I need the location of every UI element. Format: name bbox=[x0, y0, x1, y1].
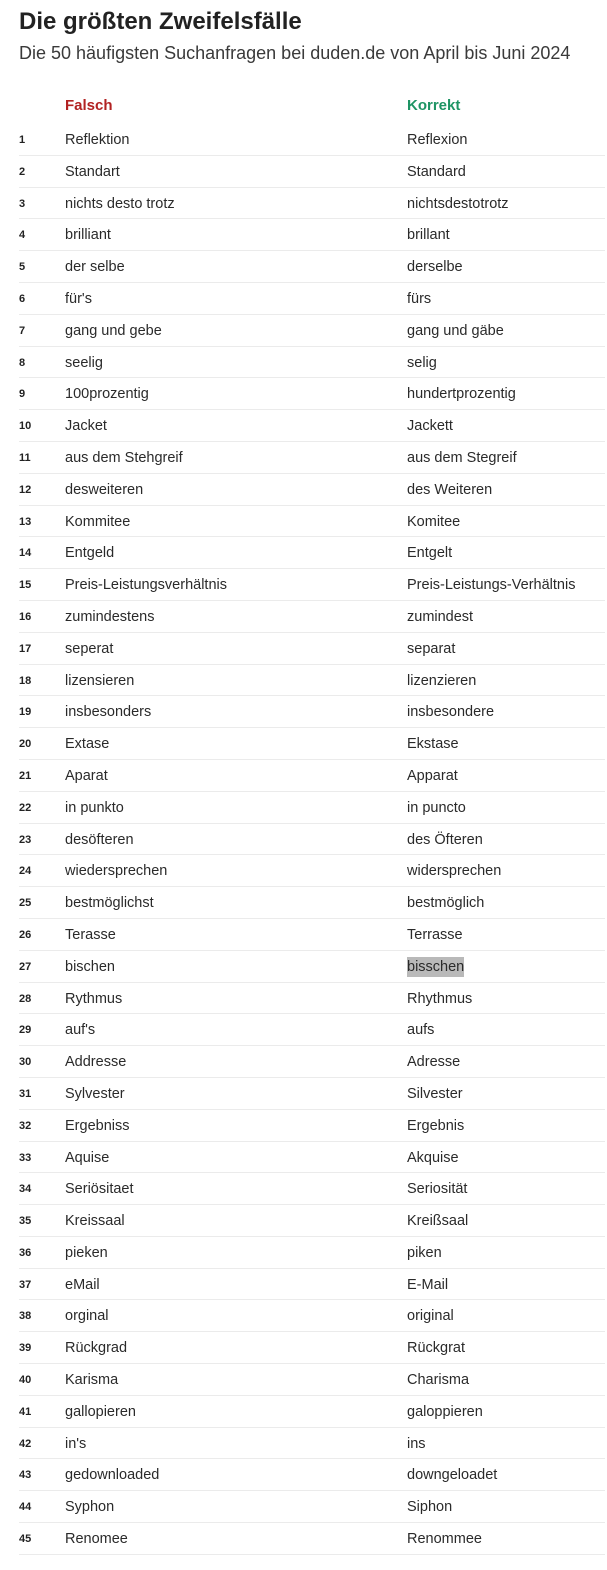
row-rank: 10 bbox=[19, 420, 32, 433]
table-row bbox=[19, 1110, 605, 1142]
correct-spelling: E-Mail bbox=[407, 1276, 449, 1293]
table-row bbox=[19, 983, 605, 1015]
table-row bbox=[19, 1237, 605, 1269]
correct-spelling: Entgelt bbox=[407, 545, 453, 562]
wrong-spelling: für's bbox=[65, 290, 92, 307]
row-rank: 43 bbox=[19, 1469, 32, 1482]
row-rank: 3 bbox=[19, 197, 26, 210]
correct-spelling: bestmöglich bbox=[407, 895, 485, 912]
row-rank: 11 bbox=[19, 451, 31, 464]
wrong-spelling: eMail bbox=[65, 1276, 100, 1293]
table-row bbox=[19, 855, 605, 887]
page-subtitle: Die 50 häufigsten Suchanfragen bei duden.de von April bis Juni 2024 bbox=[19, 43, 571, 63]
table-row bbox=[19, 124, 605, 156]
table-row bbox=[19, 1300, 605, 1332]
wrong-spelling: Kommitee bbox=[65, 513, 131, 530]
table-row bbox=[19, 1396, 605, 1428]
row-rank: 18 bbox=[19, 674, 32, 687]
correct-spelling: Rückgrat bbox=[407, 1340, 466, 1357]
correct-spelling: aus dem Stegreif bbox=[407, 449, 517, 466]
correct-spelling: gang und gäbe bbox=[407, 322, 504, 339]
row-rank: 20 bbox=[19, 738, 32, 751]
table-row bbox=[19, 665, 605, 697]
correct-spelling: downgeloadet bbox=[407, 1467, 498, 1484]
wrong-spelling: zumindestens bbox=[65, 608, 155, 625]
correct-spelling: Kreißsaal bbox=[407, 1213, 469, 1230]
table-row bbox=[19, 824, 605, 856]
correct-spelling: Komitee bbox=[407, 513, 461, 530]
table-row bbox=[19, 1205, 605, 1237]
table-row bbox=[19, 919, 605, 951]
table-row bbox=[19, 347, 605, 379]
wrong-spelling: der selbe bbox=[65, 259, 125, 276]
table-row bbox=[19, 315, 605, 347]
correct-spelling: original bbox=[407, 1308, 454, 1325]
table-row bbox=[19, 1078, 605, 1110]
correct-spelling: Apparat bbox=[407, 767, 458, 784]
correct-spelling: widersprechen bbox=[407, 863, 502, 880]
table-row bbox=[19, 696, 605, 728]
wrong-spelling: Rythmus bbox=[65, 990, 123, 1007]
row-rank: 37 bbox=[19, 1278, 32, 1291]
row-rank: 21 bbox=[19, 769, 32, 782]
row-rank: 32 bbox=[19, 1119, 32, 1132]
row-rank: 6 bbox=[19, 292, 26, 305]
table-row bbox=[19, 1046, 605, 1078]
wrong-spelling: Ergebniss bbox=[65, 1117, 130, 1134]
correct-spelling: Adresse bbox=[407, 1054, 461, 1071]
correct-spelling: Akquise bbox=[407, 1149, 459, 1166]
row-rank: 34 bbox=[19, 1183, 32, 1196]
row-rank: 42 bbox=[19, 1437, 32, 1450]
correct-spelling: brillant bbox=[407, 227, 450, 244]
wrong-spelling: Karisma bbox=[65, 1372, 119, 1389]
correct-spelling: Rhythmus bbox=[407, 990, 473, 1007]
wrong-spelling: wiedersprechen bbox=[65, 863, 168, 880]
wrong-spelling: Jacket bbox=[65, 418, 107, 435]
table-row bbox=[19, 410, 605, 442]
table-row bbox=[19, 887, 605, 919]
correct-spelling: piken bbox=[407, 1244, 442, 1261]
wrong-spelling: bestmöglichst bbox=[65, 895, 154, 912]
wrong-spelling: lizensieren bbox=[65, 672, 135, 689]
row-rank: 39 bbox=[19, 1342, 32, 1355]
table-row bbox=[19, 1364, 605, 1396]
wrong-spelling: in's bbox=[65, 1435, 87, 1452]
table-row bbox=[19, 760, 605, 792]
table-row bbox=[19, 633, 605, 665]
correct-spelling: fürs bbox=[407, 290, 432, 307]
table-row bbox=[19, 156, 605, 188]
row-rank: 23 bbox=[19, 833, 32, 846]
table-row bbox=[19, 728, 605, 760]
row-rank: 28 bbox=[19, 992, 32, 1005]
row-rank: 30 bbox=[19, 1056, 32, 1069]
correct-spelling: Ergebnis bbox=[407, 1117, 465, 1134]
row-rank: 14 bbox=[19, 547, 32, 560]
row-rank: 40 bbox=[19, 1374, 32, 1387]
row-rank: 1 bbox=[19, 134, 26, 146]
correct-spelling: des Öfteren bbox=[407, 831, 483, 848]
row-rank: 24 bbox=[19, 865, 32, 878]
wrong-spelling: Renomee bbox=[65, 1531, 128, 1548]
row-rank: 22 bbox=[19, 801, 32, 814]
correct-spelling: Preis-Leistungs-Verhältnis bbox=[407, 577, 576, 594]
wrong-spelling: gang und gebe bbox=[65, 322, 162, 339]
wrong-spelling: bischen bbox=[65, 958, 115, 975]
table-row bbox=[19, 792, 605, 824]
wrong-spelling: Aquise bbox=[65, 1149, 110, 1166]
wrong-spelling: seperat bbox=[65, 640, 114, 657]
correct-spelling: selig bbox=[407, 354, 437, 371]
column-header-correct: Korrekt bbox=[407, 97, 461, 114]
table-row bbox=[19, 442, 605, 474]
row-rank: 38 bbox=[19, 1310, 32, 1323]
wrong-spelling: desweiteren bbox=[65, 481, 144, 498]
row-rank: 45 bbox=[19, 1533, 32, 1546]
wrong-spelling: Preis-Leistungsverhältnis bbox=[65, 577, 227, 594]
wrong-spelling: desöfteren bbox=[65, 831, 134, 848]
wrong-spelling: gedownloaded bbox=[65, 1467, 160, 1484]
table-row bbox=[19, 219, 605, 251]
wrong-spelling: insbesonders bbox=[65, 704, 152, 721]
table-row bbox=[19, 1459, 605, 1491]
table-row bbox=[19, 251, 605, 283]
correct-spelling: ins bbox=[407, 1435, 426, 1452]
page-title: Die größten Zweifelsfälle bbox=[19, 8, 302, 35]
table-row bbox=[19, 1173, 605, 1205]
table-row bbox=[19, 378, 605, 410]
wrong-spelling: auf's bbox=[65, 1022, 96, 1039]
wrong-spelling: Rückgrad bbox=[65, 1340, 128, 1357]
correct-spelling: Charisma bbox=[407, 1372, 470, 1389]
table-row bbox=[19, 1014, 605, 1046]
table-row bbox=[19, 1269, 605, 1301]
table-row bbox=[19, 506, 605, 538]
row-rank: 9 bbox=[19, 388, 26, 401]
table-row bbox=[19, 1332, 605, 1364]
wrong-spelling: Seriösitaet bbox=[65, 1181, 134, 1198]
table-row bbox=[19, 1491, 605, 1523]
wrong-spelling: aus dem Stehgreif bbox=[65, 449, 183, 466]
row-rank: 2 bbox=[19, 165, 26, 178]
row-rank: 25 bbox=[19, 897, 32, 910]
row-rank: 35 bbox=[19, 1215, 32, 1228]
table-row bbox=[19, 1523, 605, 1555]
row-rank: 19 bbox=[19, 706, 32, 719]
row-rank: 4 bbox=[19, 229, 26, 242]
row-rank: 41 bbox=[19, 1405, 32, 1418]
correct-spelling: des Weiteren bbox=[407, 481, 493, 498]
wrong-spelling: Syphon bbox=[65, 1499, 115, 1516]
wrong-spelling: Addresse bbox=[65, 1054, 127, 1071]
wrong-spelling: Standart bbox=[65, 163, 120, 180]
correct-spelling: Standard bbox=[407, 163, 466, 180]
correct-spelling: Reflexion bbox=[407, 132, 468, 148]
correct-spelling: Terrasse bbox=[407, 926, 463, 943]
row-rank: 17 bbox=[19, 642, 32, 655]
row-rank: 33 bbox=[19, 1151, 32, 1164]
table-row bbox=[19, 569, 605, 601]
row-rank: 26 bbox=[19, 928, 32, 941]
row-rank: 31 bbox=[19, 1087, 32, 1100]
correct-spelling: Silvester bbox=[407, 1085, 463, 1102]
row-rank: 27 bbox=[19, 960, 32, 973]
correct-spelling: zumindest bbox=[407, 608, 474, 625]
correct-spelling: derselbe bbox=[407, 259, 463, 276]
row-rank: 15 bbox=[19, 579, 32, 592]
table-body bbox=[19, 124, 605, 1555]
wrong-spelling: Reflektion bbox=[65, 132, 130, 148]
correct-spelling: aufs bbox=[407, 1022, 435, 1039]
table-row bbox=[19, 474, 605, 506]
wrong-spelling: in punkto bbox=[65, 799, 124, 816]
wrong-spelling: Kreissaal bbox=[65, 1213, 125, 1230]
row-rank: 13 bbox=[19, 515, 32, 528]
correct-spelling: Seriosität bbox=[407, 1181, 468, 1198]
row-rank: 16 bbox=[19, 610, 32, 623]
wrong-spelling: Aparat bbox=[65, 767, 108, 784]
wrong-spelling: orginal bbox=[65, 1308, 109, 1325]
wrong-spelling: Entgeld bbox=[65, 545, 115, 562]
wrong-spelling: brilliant bbox=[65, 227, 111, 244]
wrong-spelling: 100prozentig bbox=[65, 386, 149, 403]
correct-spelling: separat bbox=[407, 640, 456, 657]
correct-spelling: Renommee bbox=[407, 1531, 482, 1548]
wrong-spelling: Terasse bbox=[65, 926, 116, 943]
correct-spelling: lizenzieren bbox=[407, 672, 477, 689]
table-header bbox=[19, 94, 605, 122]
column-header-wrong: Falsch bbox=[65, 97, 113, 114]
wrong-spelling: nichts desto trotz bbox=[65, 195, 175, 212]
table-row bbox=[19, 601, 605, 633]
row-rank: 5 bbox=[19, 261, 26, 274]
correct-spelling: Ekstase bbox=[407, 736, 459, 753]
wrong-spelling: Extase bbox=[65, 736, 110, 753]
row-rank: 29 bbox=[19, 1024, 32, 1037]
table-row bbox=[19, 1428, 605, 1460]
correct-spelling: in puncto bbox=[407, 799, 466, 816]
wrong-spelling: Sylvester bbox=[65, 1085, 125, 1102]
wrong-spelling: pieken bbox=[65, 1244, 108, 1261]
table-row bbox=[19, 951, 605, 983]
row-rank: 36 bbox=[19, 1246, 32, 1259]
row-rank: 44 bbox=[19, 1501, 32, 1514]
wrong-spelling: gallopieren bbox=[65, 1403, 136, 1420]
correct-spelling: Jackett bbox=[407, 418, 453, 435]
table-row bbox=[19, 1142, 605, 1174]
correct-spelling: nichtsdestotrotz bbox=[407, 195, 509, 212]
table-row bbox=[19, 283, 605, 315]
table-row bbox=[19, 537, 605, 569]
row-rank: 8 bbox=[19, 356, 26, 369]
row-rank: 12 bbox=[19, 483, 32, 496]
wrong-spelling: seelig bbox=[65, 354, 103, 371]
correct-spelling: hundertprozentig bbox=[407, 386, 516, 403]
table-row bbox=[19, 188, 605, 220]
correct-spelling: galoppieren bbox=[407, 1403, 483, 1420]
correct-spelling: insbesondere bbox=[407, 704, 495, 721]
row-rank: 7 bbox=[19, 324, 26, 337]
correct-spelling: bisschen bbox=[407, 958, 465, 975]
correct-spelling: Siphon bbox=[407, 1499, 453, 1516]
